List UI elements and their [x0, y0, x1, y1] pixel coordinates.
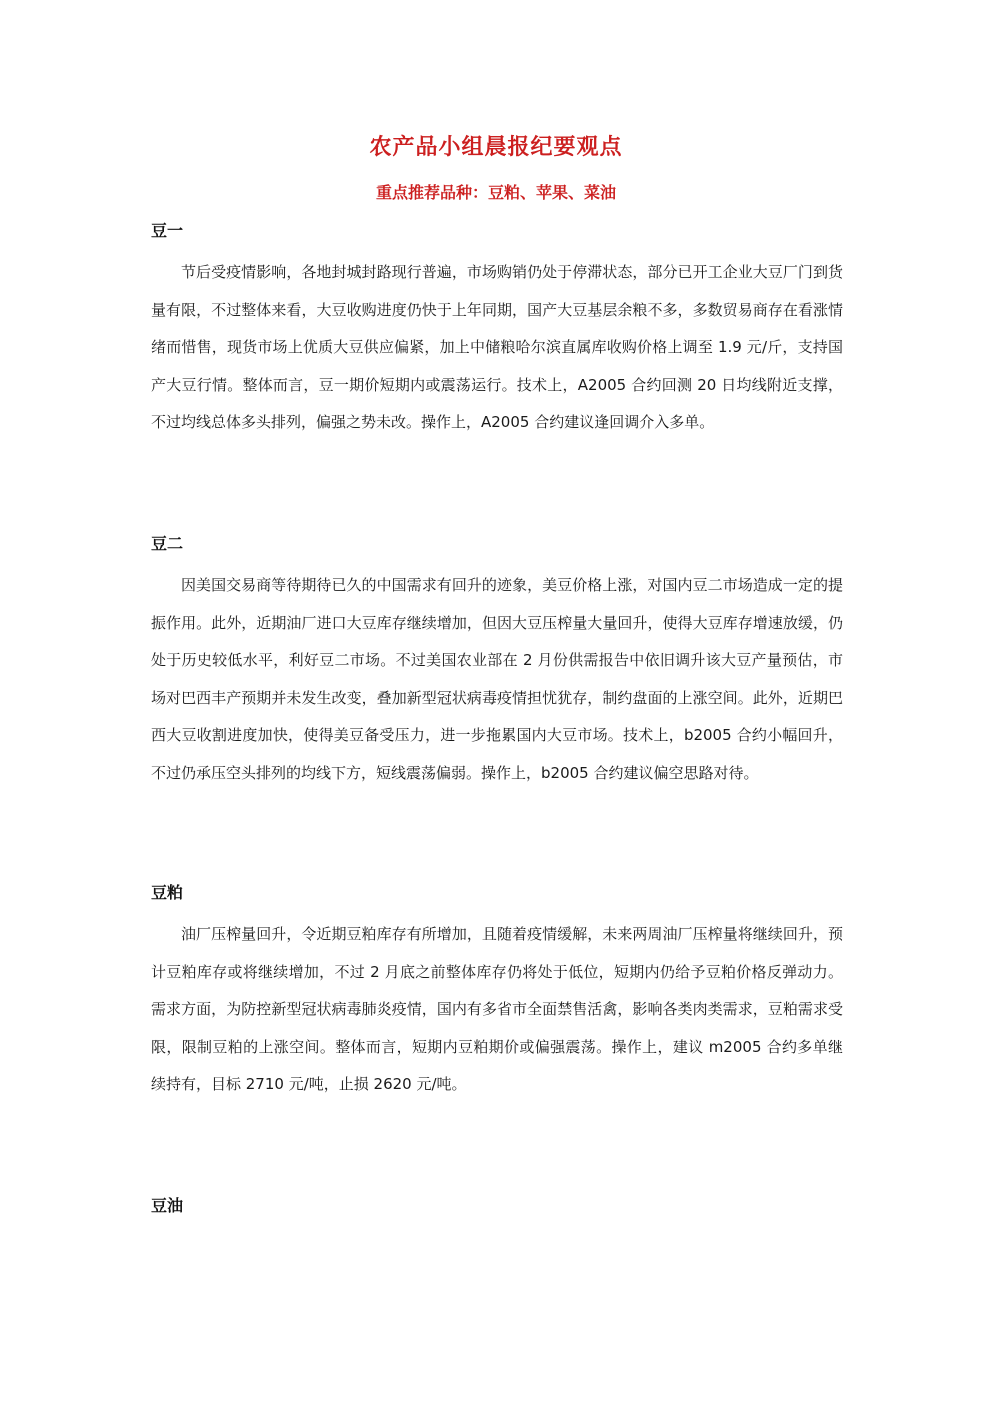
section-heading: 豆油 [151, 1196, 184, 1215]
section-doupo [151, 880, 843, 1104]
section-heading: 豆二 [151, 534, 184, 553]
section-body: 因美国交易商等待期待已久的中国需求有回升的迹象，美豆价格上涨，对国内豆二市场造成一定的提振作用。此外，近期油厂进口大豆库存继续增加，但因大豆压榨量大量回升，使得大豆库存增速放缓，仍处于历史较低水平，利好豆二市场。不过美国农业部在 2 月份供需报告中依旧调升该大豆产量预估，市场对巴西丰产预期并未发生改变，叠加新型冠状病毒疫情担忧犹存，制约盘面的上涨空间。此外，近期巴西大豆收割进度加快，使得美豆备受压力，进一步拖累国内大豆市场。技术上，b2005 合约小幅回升，不过仍承压空头排列的均线下方，短线震荡偏弱。操作上，b2005 合约建议偏空思路对待。 [151, 576, 843, 782]
section-body: 油厂压榨量回升，令近期豆粕库存有所增加，且随着疫情缓解，未来两周油厂压榨量将继续回升，预计豆粕库存或将继续增加，不过 2 月底之前整体库存仍将处于低位，短期内仍给予豆粕价格反弹动力。需求方面，为防控新型冠状病毒肺炎疫情，国内有多省市全面禁售活禽，影响各类肉类需求，豆粕需求受限，限制豆粕的上涨空间。整体而言，短期内豆粕期价或偏强震荡。操作上，建议 m2005 合约多单继续持有，目标 2710 元/吨，止损 2620 元/吨。 [151, 925, 843, 1093]
section-heading: 豆一 [151, 221, 184, 240]
section-douyou [151, 1193, 843, 1219]
section-douyi [151, 218, 843, 442]
section-body: 节后受疫情影响，各地封城封路现行普遍，市场购销仍处于停滞状态，部分已开工企业大豆厂门到货量有限，不过整体来看，大豆收购进度仍快于上年同期，国产大豆基层余粮不多，多数贸易商存在看涨情绪而惜售，现货市场上优质大豆供应偏紧，加上中储粮哈尔滨直属库收购价格上调至 1.9 元/斤，支持国产大豆行情。整体而言，豆一期价短期内或震荡运行。技术上，A2005 合约回测 20 日均线附近支撑，不过均线总体多头排列，偏强之势未改。操作上，A2005 合约建议逢回调介入多单。 [151, 263, 843, 431]
section-heading: 豆粕 [151, 883, 184, 902]
document-title: 农产品小组晨报纪要观点 [369, 135, 623, 160]
section-douer [151, 531, 843, 792]
document-subtitle: 重点推荐品种：豆粕、苹果、菜油 [375, 183, 616, 202]
